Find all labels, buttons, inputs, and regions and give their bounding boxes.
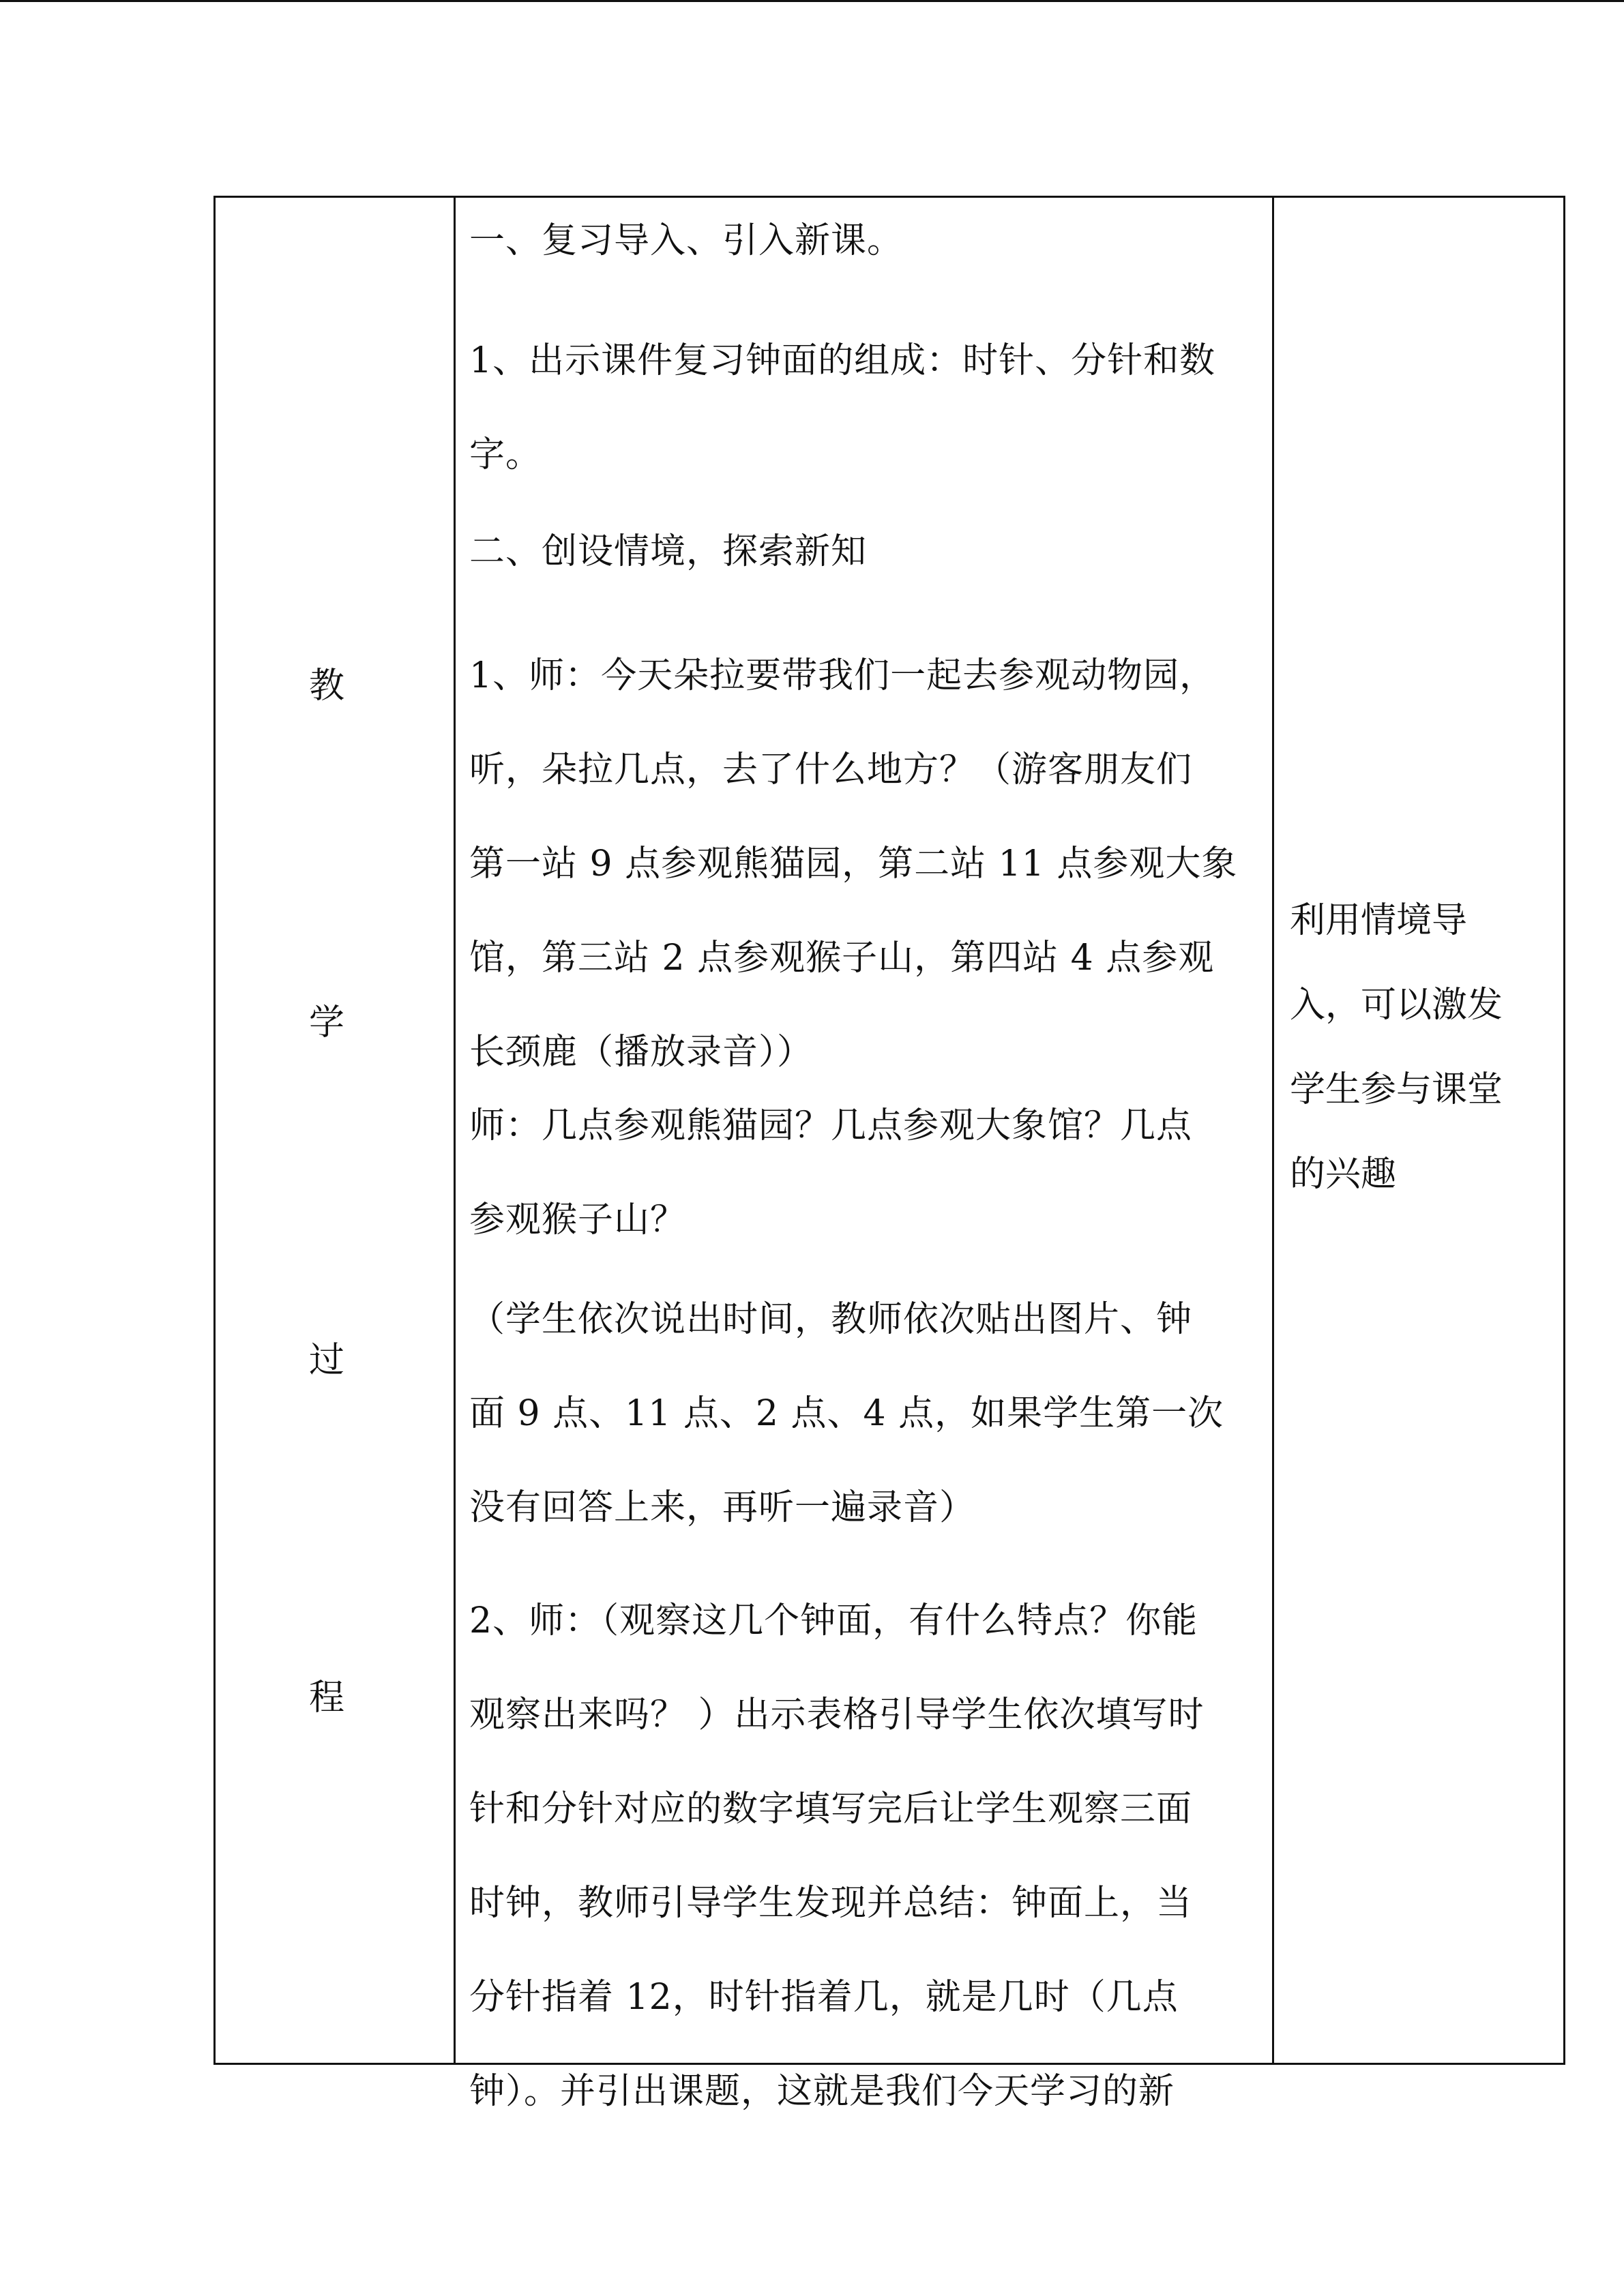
content-paragraph: （学生依次说出时间，教师依次贴出图片、钟 面 9 点、11 点、2 点、4 点，如果学生第一次 没有回答上来，再听一遍录音） [469,1299,1224,1528]
stage-label-char: 过 [309,1340,345,1381]
column-divider-left [454,198,456,2063]
page-top-rule [0,0,1624,2]
stage-label-char: 教 [309,666,345,706]
design-note-text: 利用情境导 入，可以激发 学生参与课堂 的兴趣 [1290,900,1503,1195]
stage-label-char: 程 [309,1678,345,1718]
stage-label-char: 学 [309,1002,345,1043]
content-paragraph: 1、师：今天朵拉要带我们一起去参观动物园， 听，朵拉几点，去了什么地方？（游客朋友们 第一站 9 点参观熊猫园，第二站 11 点参观大象 馆，第三站 2 点参观猴子山，第四站 4 点参观 长颈鹿（播放录音）） [469,655,1238,1073]
lesson-plan-table [213,196,1565,2112]
content-paragraph: 师：几点参观熊猫园？几点参观大象馆？几点 参观猴子山？ [469,1105,1193,1240]
column-divider-right [1272,198,1274,2063]
content-paragraph: 2、师：（观察这几个钟面，有什么特点？你能 观察出来吗？ ）出示表格引导学生依次填写时 针和分针对应的数字填写完后让学生观察三面 时钟，教师引导学生发现并总结：钟面上，当 分针指着 12，时针指着几，就是几时（几点 钟）。并引出课题，这就是我们今天学习的新 [469,1600,1205,2112]
content-paragraph: 二、创设情境，探索新知 [469,531,868,572]
content-paragraph: 1、出示课件复习钟面的组成：时针、分针和数 字。 [469,340,1216,475]
content-paragraph: 一、复习导入、引入新课。 [469,220,904,261]
